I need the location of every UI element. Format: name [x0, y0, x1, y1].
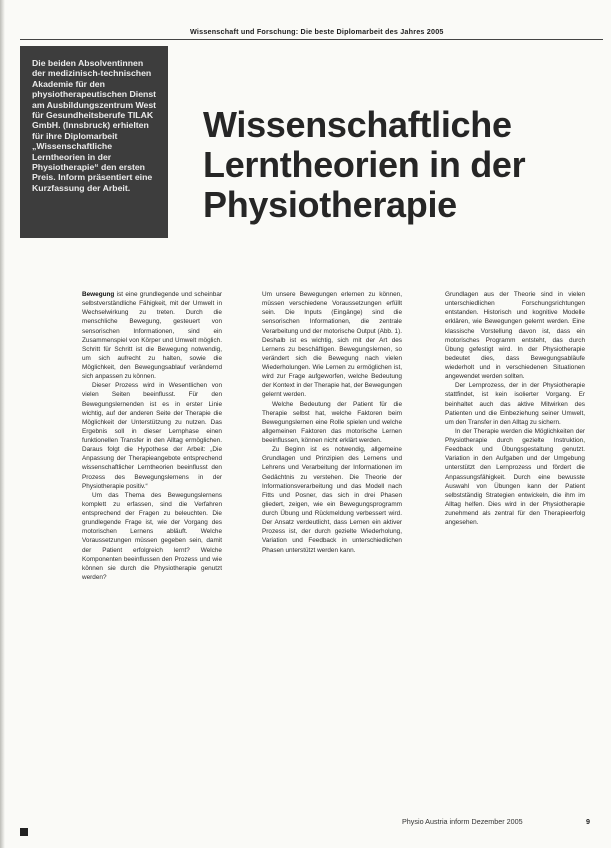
- paragraph: Um das Thema des Bewegungslernens komplett zu erfassen, sind die Verfahren entsprechend der Fragen zu beleuchten. Die grundlegende Frage ist, wie der Vorgang des motorischen Lernens abläuft. Welche Voraussetzungen müssen gegeben sein, damit der Patient erfolgreich lernt? Welche Komponenten beeinflussen den Prozess und wie können sie durch die Physiotherapie genutzt werden?: [82, 491, 222, 581]
- paragraph: Welche Bedeutung der Patient für die Therapie selbst hat, welche Faktoren beim Bewegungslernen eine Rolle spielen und welche allgemeinen Faktoren das motorische Lernen beeinflussen, können nicht erklärt werden.: [262, 400, 402, 444]
- footer-publication: Physio Austria inform Dezember 2005: [402, 817, 523, 826]
- paragraph-text: ist eine grundlegende und scheinbar selbstverständliche Fähigkeit, mit der Umwelt in Wechselwirkung zu treten. Durch die menschliche Bewegung, gesteuert von sensorischen Informationen, sind ein Zusammenspiel von Körper und Umwelt möglich. Schritt für Schritt ist die Bewegung notwendig, um sich aufrecht zu halten, sowie die Möglichkeit, den Bewegungsablauf verändernd sich anpassen zu können.: [82, 291, 222, 381]
- paragraph: Um unsere Bewegungen erlernen zu können, müssen verschiedene Voraussetzungen erfüllt sein. Die Inputs (Eingänge) sind die sensorischen Informationen, die zentrale Verarbeitung und der motorische Output (Abb. 1). Deshalb ist es wichtig, sich mit der Art des Lernens zu beschäftigen. Bewegungslernen, so verändert sich die Bewegung nach vielen Wiederholungen. Wie Lernen zu ermöglichen ist, wird zur Frage aufgeworfen, welche Bedeutung der Kontext in der Therapie hat, der Bewegungen gelernt werden.: [262, 291, 402, 399]
- lead-box: [20, 46, 168, 238]
- paragraph: Zu Beginn ist es notwendig, allgemeine Grundlagen und Prinzipien des Lernens und Lehrens und Verarbeitung der Informationen im Gedächtnis zu verstehen. Die Theorie der Informationsverarbeitung und das Modell nach Fitts und Posner, das sich in drei Phasen gliedert, zeigen, wie ein Bewegungsprogramm durch Übung und Rückmeldung verbessert wird. Der Ansatz verdeutlicht, dass Lernen ein aktiver Prozess ist, der durch gezielte Wiederholung, Variation und Feedback in unterschiedlichen Phasen unterstützt werden kann.: [262, 446, 402, 554]
- title-line-2: Lerntheorien in der: [203, 144, 526, 185]
- section-header: Wissenschaft und Forschung: Die beste Diplomarbeit des Jahres 2005: [190, 27, 444, 36]
- title-line-1: Wissenschaftliche: [203, 104, 512, 145]
- paragraph: Dieser Prozess wird in Wesentlichen von vielen Seiten beeinflusst. Für den Bewegungslernenden ist es in erster Linie wichtig, auf der anderen Seite der Therapie die Möglichkeit der Unterstützung zu nutzen. Das Ergebnis soll in dieser Lernphase einen funktionellen Transfer in den Alltag ermöglichen. Daraus folgt die Hypothese der Arbeit: „Die Anpassung der Therapieangebote entsprechend wissenschaftlicher Lerntheorien beeinflusst den Prozess des Bewegungslernens in der Physiotherapie positiv.“: [82, 382, 222, 490]
- article-title: [203, 105, 525, 225]
- scan-edge-shadow: [0, 0, 5, 848]
- paragraph: Grundlagen aus der Theorie sind in vielen unterschiedlichen Forschungsrichtungen entstanden. Historisch und kognitive Modelle erklären, wie Bewegungen gelernt werden. Eine klassische Vorstellung davon ist, dass ein motorisches Programm entsteht, das durch Übung gefestigt wird. In der Physiotherapie bedeutet dies, dass Bewegungsabläufe wiederholt und in verschiedenen Situationen angewendet werden sollten.: [445, 291, 585, 381]
- header-rule: [20, 39, 603, 40]
- page-number: 9: [586, 817, 590, 826]
- article-column-3: [445, 290, 585, 527]
- lead-word: Bewegung: [82, 291, 115, 298]
- lead-text: Die beiden Absolventinnen der medizinisch-technischen Akademie für den physiotherapeutischen Dienst am Ausbildungszentrum West für Gesundheitsberufe TILAK GmbH. (Innsbruck) erhielten für ihre Diplomarbeit „Wissenschaftliche Lerntheorien in der Physiotherapie“ den ersten Preis. Inform präsentiert eine Kurzfassung der Arbeit.: [32, 58, 157, 193]
- article-column-2: [262, 290, 402, 555]
- paragraph: [82, 290, 222, 381]
- title-line-3: Physiotherapie: [203, 184, 457, 225]
- paragraph: In der Therapie werden die Möglichkeiten der Physiotherapie durch gezielte Instruktion, Feedback und Übungsgestaltung genutzt. Variation in den Aufgaben und der Umgebung unterstützt den Lernprozess und fördert die Anpassungsfähigkeit. Durch eine bewusste Auswahl von Übungen kann der Patient selbstständig Strategien entwickeln, die ihm im Alltag helfen. Dies wird in der Physiotherapie zunehmend als zentral für den Therapieerfolg angesehen.: [445, 427, 585, 527]
- article-column-1: [82, 290, 222, 582]
- corner-mark: [20, 828, 28, 836]
- paragraph: Der Lernprozess, der in der Physiotherapie stattfindet, ist kein isolierter Vorgang. Er beinhaltet auch das aktive Mitwirken des Patienten und die Einbeziehung seiner Umwelt, um den Transfer in den Alltag zu sichern.: [445, 382, 585, 426]
